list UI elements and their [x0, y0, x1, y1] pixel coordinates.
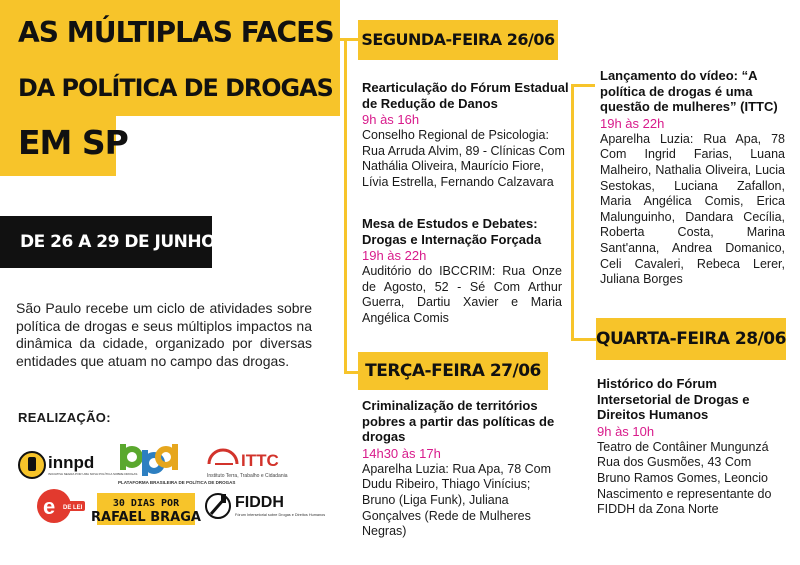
- event-title: Mesa de Estudos e Debates: Drogas e Internação Forçada: [362, 216, 542, 247]
- intro-text: São Paulo recebe um ciclo de atividades sobre política de drogas e seus múltiplos impactos na dinâmica da cidade, organizado por diversas entidades que atuam no campo das drogas.: [16, 300, 312, 369]
- realizacao-label: REALIZAÇÃO:: [18, 410, 111, 425]
- svg-text:e: e: [43, 494, 56, 519]
- fiddh-hand-icon: [206, 494, 230, 518]
- event-details: Conselho Regional de Psicologia: Rua Arruda Alvim, 89 - Clínicas Com Nathália Oliveira, Maurício Fiore, Lívia Estrella, Fernando Calzavara: [362, 128, 565, 189]
- ittc-subtext: Instituto Terra, Trabalho e Cidadania: [207, 473, 288, 479]
- event-title: Histórico do Fórum Intersetorial de Drogas e Direitos Humanos: [597, 376, 750, 423]
- event-details: Aparelha Luzia: Rua Apa, 78 Com Dudu Ribeiro, Thiago Vinícius; Bruno (Liga Funk), Juliana Gonçalves (Rede de Mulheres Negras): [362, 461, 552, 539]
- innpd-text: innpd: [48, 453, 95, 472]
- title-line-3: EM SP: [0, 116, 116, 176]
- connector-ev3-top: [571, 84, 595, 87]
- event-details: Auditório do IBCCRIM: Rua Onze de Agosto, 52 - Sé Com Arthur Guerra, Dartiu Xavier e Maria Angélica Comis: [362, 264, 562, 325]
- ittc-text: ITTC: [241, 451, 279, 470]
- day-label-tuesday: TERÇA-FEIRA 27/06: [358, 352, 548, 390]
- day-label-monday: SEGUNDA-FEIRA 26/06: [358, 20, 558, 60]
- connector-title-monday: [340, 38, 360, 41]
- pbpd-mark-icon: [120, 444, 178, 476]
- title-line-2: DA POLÍTICA DE DROGAS: [0, 60, 340, 116]
- event-forum-reducao-danos: [362, 80, 572, 191]
- event-historico-forum: [597, 376, 787, 518]
- date-banner: DE 26 A 29 DE JUNHO: [0, 216, 212, 268]
- 30-dias-line1: 30 DIAS POR: [112, 498, 180, 509]
- innpd-subtext: INICIATIVA NEGRA POR UMA NOVA POLÍTICA SOBRE DROGAS: [48, 472, 138, 476]
- 30-dias-line2: RAFAEL BRAGA: [91, 510, 201, 525]
- pbpd-logo: [112, 440, 236, 490]
- event-details: Aparelha Luzia: Rua Apa, 78 Com Ingrid Farias, Luana Malheiro, Nathalia Oliveira, Lucia Sestokas, Luciana Zafallon, Maria Angélica Comis, Erica Malunguinho, Dandara Cecília, Roberta Costa, Marina Sant'anna, Andrea Domanico, Celi Cavaleri, Rebeca Lerer, Juliana Borges: [600, 131, 785, 287]
- event-title: Criminalização de territórios pobres a partir das políticas de drogas: [362, 398, 555, 445]
- event-criminalizacao: [362, 398, 562, 540]
- 30-dias-logo: [91, 493, 201, 525]
- title-line-1: AS MÚLTIPLAS FACES: [0, 0, 340, 60]
- fiddh-logo: [205, 488, 326, 524]
- event-time: 9h às 10h: [597, 423, 655, 439]
- delei-logo: [35, 487, 87, 525]
- event-lancamento-video: [600, 68, 785, 288]
- event-time: 9h às 16h: [362, 112, 420, 128]
- event-mesa-estudos: [362, 216, 562, 327]
- event-title: Rearticulação do Fórum Estadual de Redução de Danos: [362, 80, 569, 111]
- pbpd-subtext: PLATAFORMA BRASILEIRA DE POLÍTICA DE DROGAS: [118, 480, 236, 485]
- day-label-wednesday: QUARTA-FEIRA 28/06: [596, 318, 786, 360]
- innpd-logo: [18, 448, 138, 482]
- connector-wednesday: [571, 338, 597, 341]
- fiddh-subtext: Fórum Intersetorial sobre Drogas e Direitos Humanos: [235, 513, 326, 517]
- event-title: Lançamento do vídeo: “A política de drogas é uma questão de mulheres” (ITTC): [600, 68, 778, 115]
- ittc-logo: [205, 446, 305, 482]
- ittc-arc-icon: [209, 450, 237, 464]
- event-time: 19h às 22h: [600, 115, 665, 131]
- event-time: 14h30 às 17h: [362, 445, 441, 461]
- delei-text: DE LEI: [63, 505, 83, 511]
- event-details: Teatro de Contâiner Mungunzá Rua dos Gusmões, 43 Com Bruno Ramos Gomes, Leoncio Nascimento e representante do FIDDH da Zona Norte: [597, 439, 772, 517]
- fiddh-text: FIDDH: [235, 494, 284, 511]
- event-time: 19h às 22h: [362, 248, 427, 264]
- connector-spine-left: [344, 38, 347, 374]
